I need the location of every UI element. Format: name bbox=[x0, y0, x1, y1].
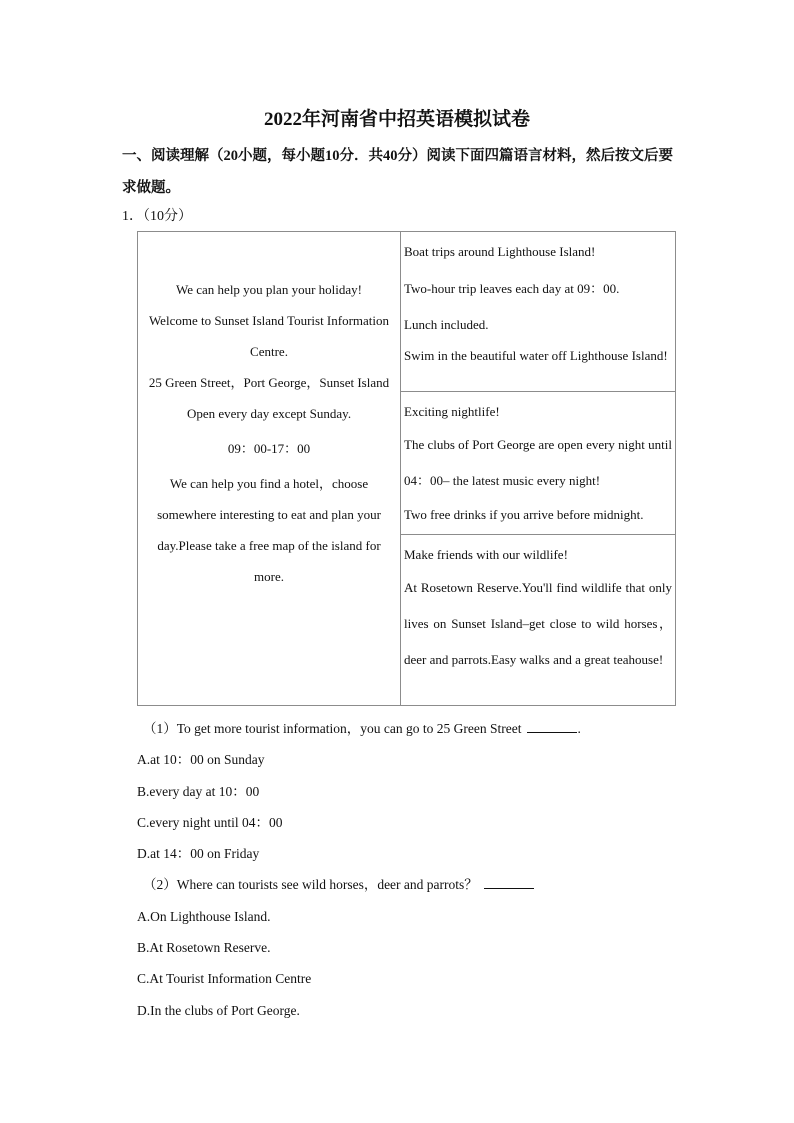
option-d: D.at 14：00 on Friday bbox=[137, 846, 260, 862]
nightlife-cell bbox=[401, 392, 676, 535]
ad-line: Exciting nightlife! bbox=[404, 404, 500, 419]
ad-line: more. bbox=[254, 569, 284, 584]
answer-blank[interactable] bbox=[484, 874, 534, 889]
ad-line: We can help you find a hotel，choose bbox=[169, 476, 369, 491]
boat-trips-cell bbox=[401, 232, 676, 392]
option-c: C.every night until 04：00 bbox=[137, 814, 283, 830]
ad-line: Swim in the beautiful water off Lighthouse Island! bbox=[404, 348, 668, 363]
option-c: C.At Tourist Information Centre bbox=[137, 971, 312, 987]
ad-line: Welcome to Sunset Island Tourist Information bbox=[148, 313, 390, 328]
question-number: 1．（10分） bbox=[122, 209, 192, 224]
ad-line: Two free drinks if you arrive before midnight. bbox=[404, 507, 644, 522]
ad-line: day.Please take a free map of the island for bbox=[157, 538, 381, 553]
wildlife-cell bbox=[401, 535, 676, 706]
ad-line: Open every day except Sunday. bbox=[186, 406, 352, 421]
page-title: 2022年河南省中招英语模拟试卷 bbox=[263, 109, 530, 130]
ad-line: Boat trips around Lighthouse Island! bbox=[404, 244, 596, 259]
section-heading: 一、阅读理解（20小题，每小题10分．共40分）阅读下面四篇语言材料，然后按文后要求做题。 bbox=[122, 148, 673, 196]
ad-line: 25 Green Street，Port George，Sunset Island bbox=[148, 375, 390, 390]
option-a: A.On Lighthouse Island. bbox=[137, 908, 271, 924]
ad-line: 09：00-17：00 bbox=[227, 441, 311, 456]
option-a: A.at 10：00 on Sunday bbox=[137, 752, 265, 768]
question-stem: （2）Where can tourists see wild horses，deer and parrots？ bbox=[137, 869, 697, 900]
option-b: B.At Rosetown Reserve. bbox=[137, 940, 271, 956]
ad-line: somewhere interesting to eat and plan your bbox=[157, 507, 381, 522]
ad-line: Make friends with our wildlife! bbox=[404, 547, 568, 562]
tourist-centre-cell bbox=[138, 232, 401, 706]
ad-line: Centre. bbox=[250, 344, 288, 359]
ad-line: Two-hour trip leaves each day at 09：00. bbox=[404, 281, 620, 296]
option-b: B.every day at 10：00 bbox=[137, 783, 260, 799]
option-d: D.In the clubs of Port George. bbox=[137, 1002, 300, 1018]
ad-line: The clubs of Port George are open every night until 04：00– the latest music every night! bbox=[404, 437, 672, 488]
advertisement-table bbox=[137, 231, 676, 706]
questions bbox=[137, 713, 697, 1026]
ad-line: At Rosetown Reserve.You'll find wildlife that only lives on Sunset Island–get close to wild horses， deer and parrots.Easy walks and a great teahouse! bbox=[404, 580, 672, 667]
ad-line: We can help you plan your holiday! bbox=[176, 282, 362, 297]
question-stem: （1）To get more tourist information，you can go to 25 Green Street . bbox=[137, 713, 697, 744]
answer-blank[interactable] bbox=[527, 718, 577, 733]
ad-line: Lunch included. bbox=[404, 317, 489, 332]
